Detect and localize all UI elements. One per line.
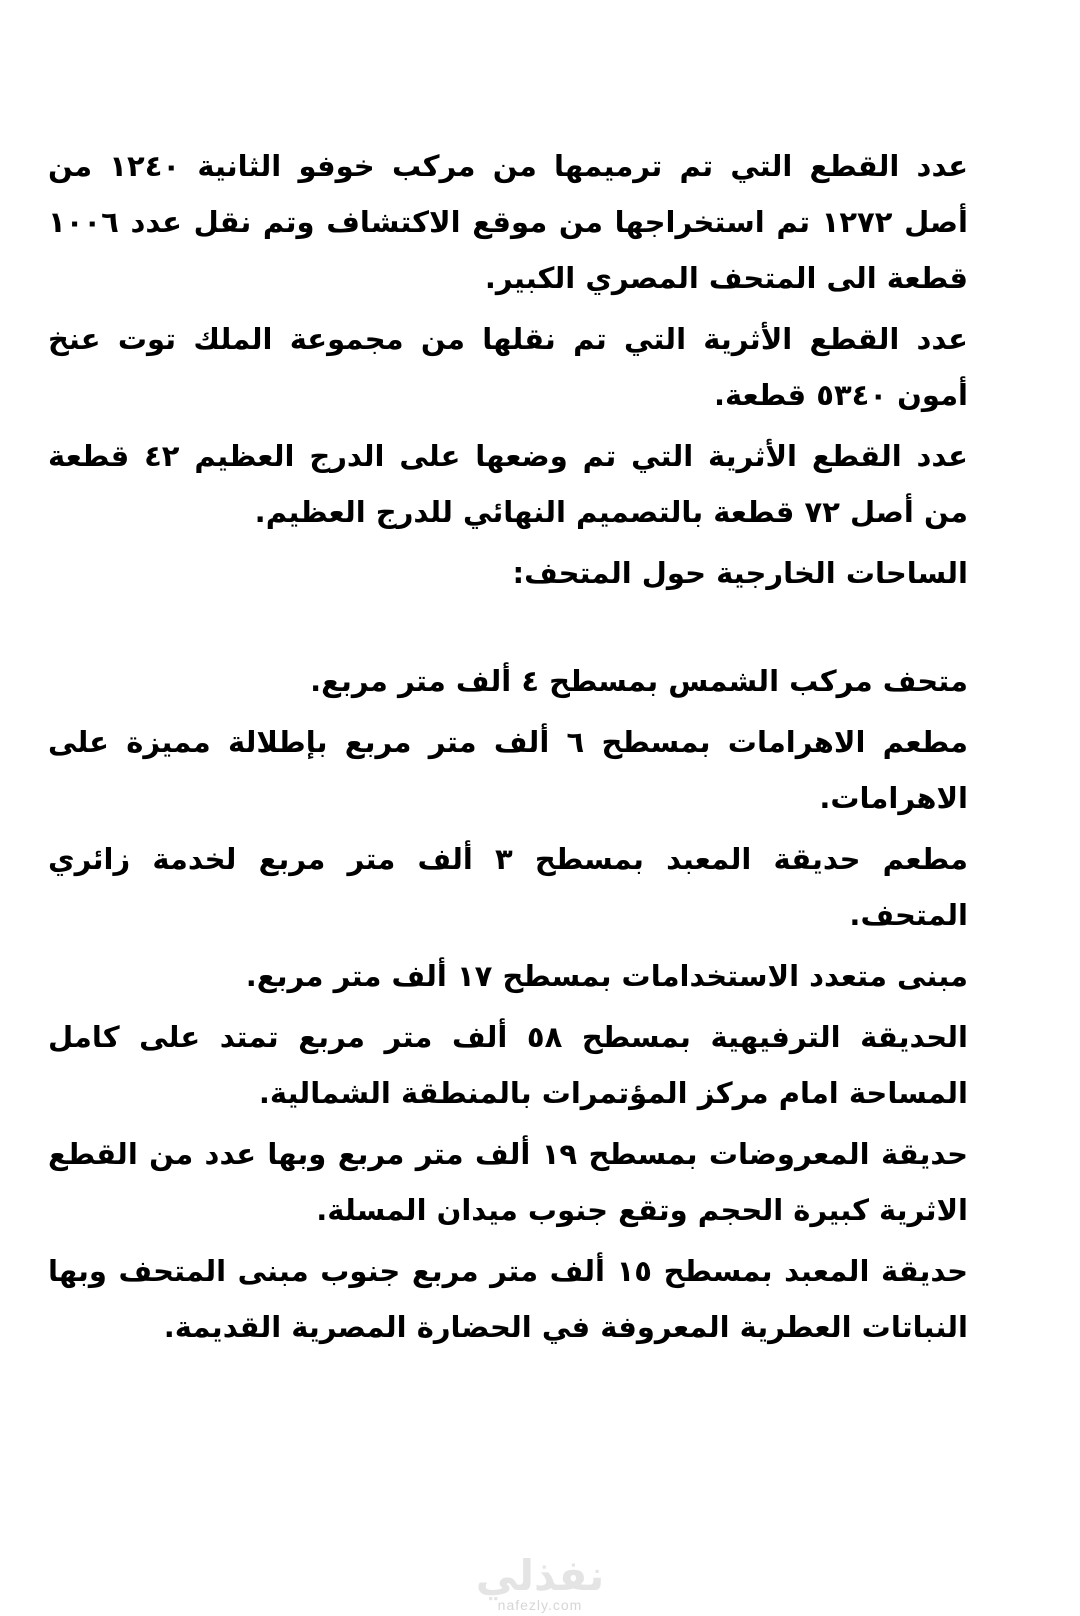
paragraph-grand-staircase: عدد القطع الأثرية التي تم وضعها على الدرج العظيم ٤٢ قطعة من أصل ٧٢ قطعة بالتصميم النهائي للدرج العظيم. (48, 439, 968, 529)
document-body (48, 138, 968, 1360)
paragraph-entertainment-park: الحديقة الترفيهية بمسطح ٥٨ ألف متر مربع تمتد على كامل المساحة امام مركز المؤتمرات بالمنطقة الشمالية. (48, 1020, 968, 1110)
watermark-logo: نفذلي (475, 1551, 605, 1600)
paragraph-temple-garden-restaurant: مطعم حديقة المعبد بمسطح ٣ ألف متر مربع لخدمة زائري المتحف. (48, 842, 968, 932)
section-spacer (48, 601, 968, 653)
paragraph-multipurpose-building: مبنى متعدد الاستخدامات بمسطح ١٧ ألف متر مربع. (245, 959, 968, 993)
paragraph-solar-boat-museum: متحف مركب الشمس بمسطح ٤ ألف متر مربع. (310, 664, 968, 698)
paragraph-khufu-boat: عدد القطع التي تم ترميمها من مركب خوفو الثانية ١٢٤٠ من أصل ١٢٧٢ تم استخراجها من موقع الاكتشاف وتم نقل عدد ١٠٠٦ قطعة الى المتحف المصري الكبير. (48, 149, 969, 295)
paragraph-temple-garden: حديقة المعبد بمسطح ١٥ ألف متر مربع جنوب مبنى المتحف وبها النباتات العطرية المعروفة في الحضارة المصرية القديمة. (48, 1254, 968, 1344)
watermark-url: nafezly.com (497, 1597, 583, 1613)
paragraph-pyramids-restaurant: مطعم الاهرامات بمسطح ٦ ألف متر مربع بإطلالة مميزة على الاهرامات. (48, 725, 968, 815)
paragraph-tutankhamun-collection: عدد القطع الأثرية التي تم نقلها من مجموعة الملك توت عنخ أمون ٥٣٤٠ قطعة. (48, 322, 968, 412)
section-heading: الساحات الخارجية حول المتحف: (512, 556, 968, 590)
watermark (0, 1551, 1080, 1614)
paragraph-exhibits-garden: حديقة المعروضات بمسطح ١٩ ألف متر مربع وبها عدد من القطع الاثرية كبيرة الحجم وتقع جنوب ميدان المسلة. (48, 1137, 968, 1227)
